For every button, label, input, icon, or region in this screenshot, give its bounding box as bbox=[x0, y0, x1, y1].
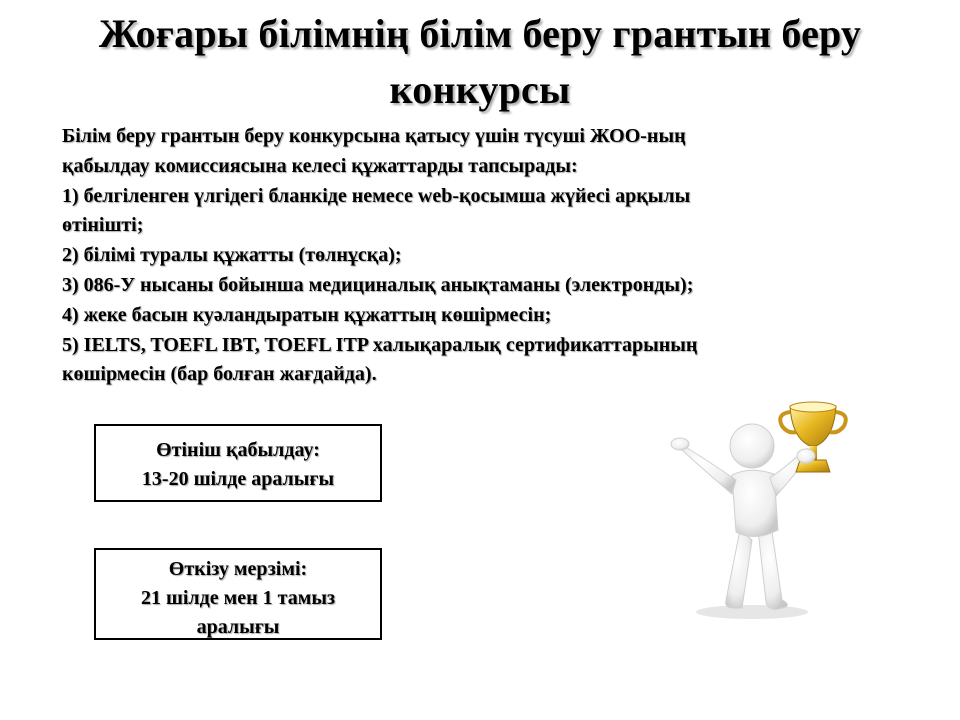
requirements-line: 3) 086-У нысаны бойынша медициналық анықтаманы (электронды); bbox=[62, 273, 694, 296]
requirements-line: қабылдау комиссиясына келесі құжаттарды тапсырады: bbox=[62, 154, 578, 177]
holding-period-box bbox=[94, 548, 382, 640]
acceptance-period-label: Өтініш қабылдау: bbox=[156, 439, 320, 461]
slide-title-line-2: конкурсы bbox=[389, 67, 571, 112]
slide-title-line-1: Жоғары білімнің білім беру грантын беру bbox=[98, 11, 862, 56]
requirements-line: 4) жеке басын куәландыратын құжаттың көшірмесін; bbox=[62, 303, 552, 326]
holding-period-dates: 21 шілде мен 1 тамыз bbox=[140, 587, 336, 609]
requirements-line: 2) білімі туралы құжатты (төлнұсқа); bbox=[62, 244, 402, 267]
requirements-line: Білім беру грантын беру конкурсына қатысу үшін түсуші ЖОО-ның bbox=[62, 125, 686, 147]
requirements-line: 1) белгіленген үлгідегі бланкіде немесе web-қосымша жүйесі арқылы bbox=[62, 184, 691, 207]
requirements-text bbox=[62, 122, 862, 390]
requirements-line: көшірмесін (бар болған жағдайда). bbox=[62, 363, 377, 386]
holding-period-dates-cont: аралығы bbox=[196, 616, 280, 638]
holding-period-label: Өткізу мерзімі: bbox=[168, 558, 308, 580]
acceptance-period-box bbox=[94, 424, 382, 502]
acceptance-period-dates: 13-20 шілде аралығы bbox=[141, 468, 335, 490]
person-with-trophy-icon bbox=[640, 380, 880, 620]
requirements-line: 5) IELTS, TOEFL IBT, TOEFL ITP халықаралық сертификаттарының bbox=[62, 333, 698, 356]
requirements-line: өтінішті; bbox=[62, 214, 144, 237]
slide-title bbox=[40, 6, 920, 118]
